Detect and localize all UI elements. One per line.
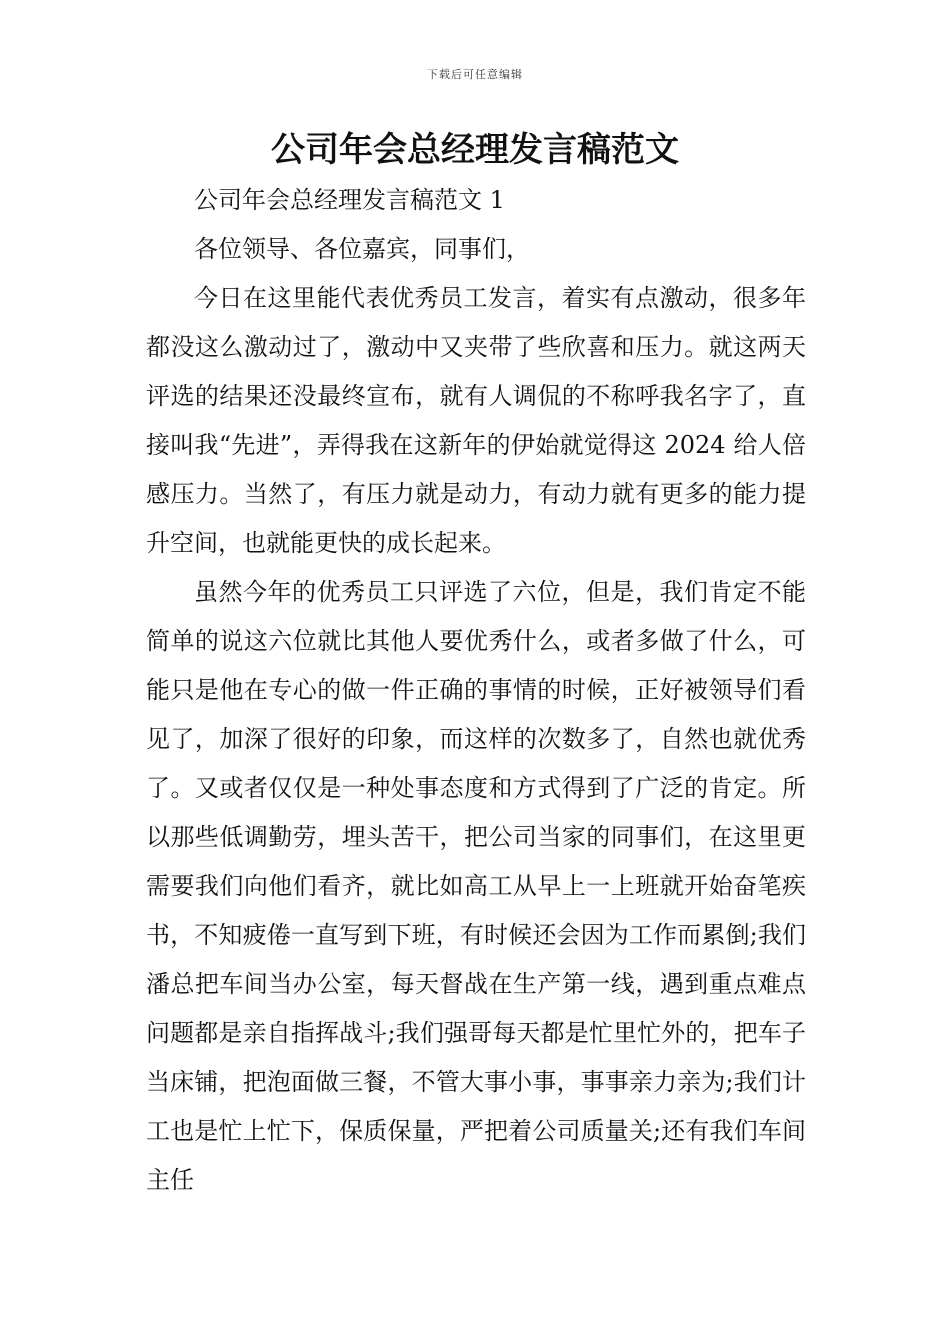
paragraph-1: 今日在这里能代表优秀员工发言，着实有点激动，很多年都没这么激动过了，激动中又夹带了些欣喜和压力。就这两天评选的结果还没最终宣布，就有人调侃的不称呼我名字了，直接叫我“先进”，弄得我在这新年的伊始就觉得这 2024 给人倍感压力。当然了，有压力就是动力，有动力就有更多的能力提升空间，也就能更快的成长起来。 (146, 284, 806, 557)
document-body (146, 176, 806, 1205)
header-note: 下载后可任意编辑 (427, 68, 523, 81)
paragraph-2: 虽然今年的优秀员工只评选了六位，但是，我们肯定不能简单的说这六位就比其他人要优秀什么，或者多做了什么，可能只是他在专心的做一件正确的事情的时候，正好被领导们看见了，加深了很好的印象，而这样的次数多了，自然也就优秀了。又或者仅仅是一种处事态度和方式得到了广泛的肯定。所以那些低调勤劳，埋头苦干，把公司当家的同事们，在这里更需要我们向他们看齐，就比如高工从早上一上班就开始奋笔疾书，不知疲倦一直写到下班，有时候还会因为工作而累倒;我们潘总把车间当办公室，每天督战在生产第一线，遇到重点难点问题都是亲自指挥战斗;我们强哥每天都是忙里忙外的，把车子当床铺，把泡面做三餐，不管大事小事，事事亲力亲为;我们计工也是忙上忙下，保质保量，严把着公司质量关;还有我们车间主任 (146, 578, 806, 1194)
greeting-line: 各位领导、各位嘉宾，同事们， (194, 235, 530, 263)
document-subtitle: 公司年会总经理发言稿范文 1 (194, 186, 505, 214)
document-title: 公司年会总经理发言稿范文 (271, 130, 679, 170)
